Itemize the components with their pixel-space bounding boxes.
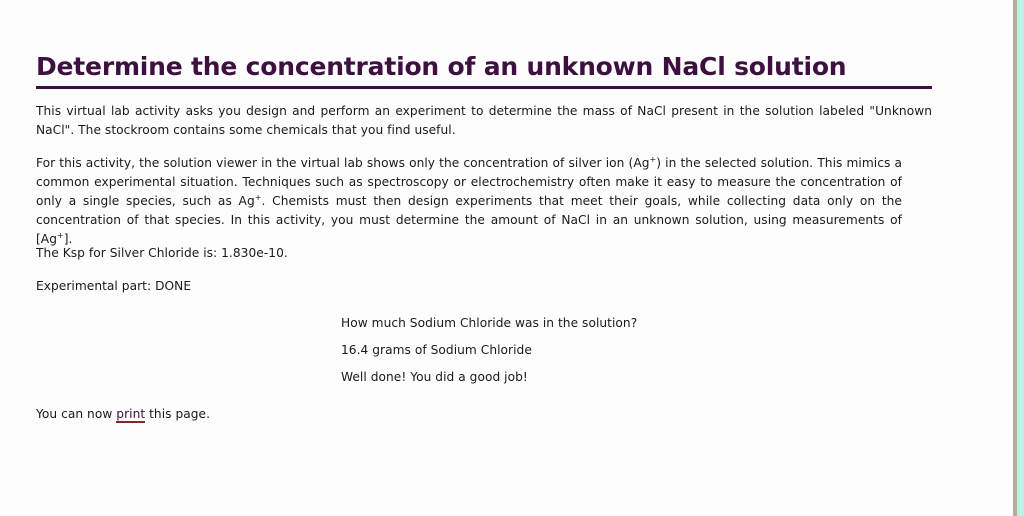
- intro-paragraph: This virtual lab activity asks you design and perform an experiment to determine the mass of NaCl present in the solution labeled "Unknown NaCl". The stockroom contains some chemicals that you find useful.: [36, 104, 932, 137]
- experimental-status: Experimental part: DONE: [36, 279, 192, 293]
- print-instruction: [36, 405, 636, 424]
- print-text-before: You can now: [36, 407, 117, 421]
- result-question: How much Sodium Chloride was in the solution?: [341, 316, 638, 330]
- result-block: [341, 314, 741, 395]
- page-title: Determine the concentration of an unknown NaCl solution: [36, 50, 932, 89]
- description-paragraph: [36, 154, 902, 249]
- ksp-value: The Ksp for Silver Chloride is: 1.830e-10.: [36, 246, 288, 260]
- result-feedback: Well done! You did a good job!: [341, 370, 528, 384]
- print-link[interactable]: print: [116, 407, 146, 421]
- superscript-plus: +: [649, 155, 657, 164]
- result-answer: 16.4 grams of Sodium Chloride: [341, 343, 532, 357]
- description-text-3: . Chemists must then design experiments that meet their goals, while collecting data only on the concentration of that species. In this activity, you must determine the amount of NaCl in an unknown solution, using measurements of [Ag: [36, 194, 902, 246]
- description-text-2: ) in the selected solution. This mimics a common experimental situation. Techniques such as spectroscopy or electrochemistry often make it easy to measure the concentration of only a single species, such as Ag: [36, 156, 902, 208]
- description-text-4: ].: [63, 232, 73, 246]
- description-text-1: For this activity, the solution viewer in the virtual lab shows only the concentration of silver ion (Ag: [36, 156, 650, 170]
- print-text-after: this page.: [145, 407, 211, 421]
- superscript-plus: +: [56, 231, 64, 240]
- main-content: [36, 50, 932, 421]
- window-side-strip: [1017, 0, 1024, 516]
- superscript-plus: +: [254, 193, 262, 202]
